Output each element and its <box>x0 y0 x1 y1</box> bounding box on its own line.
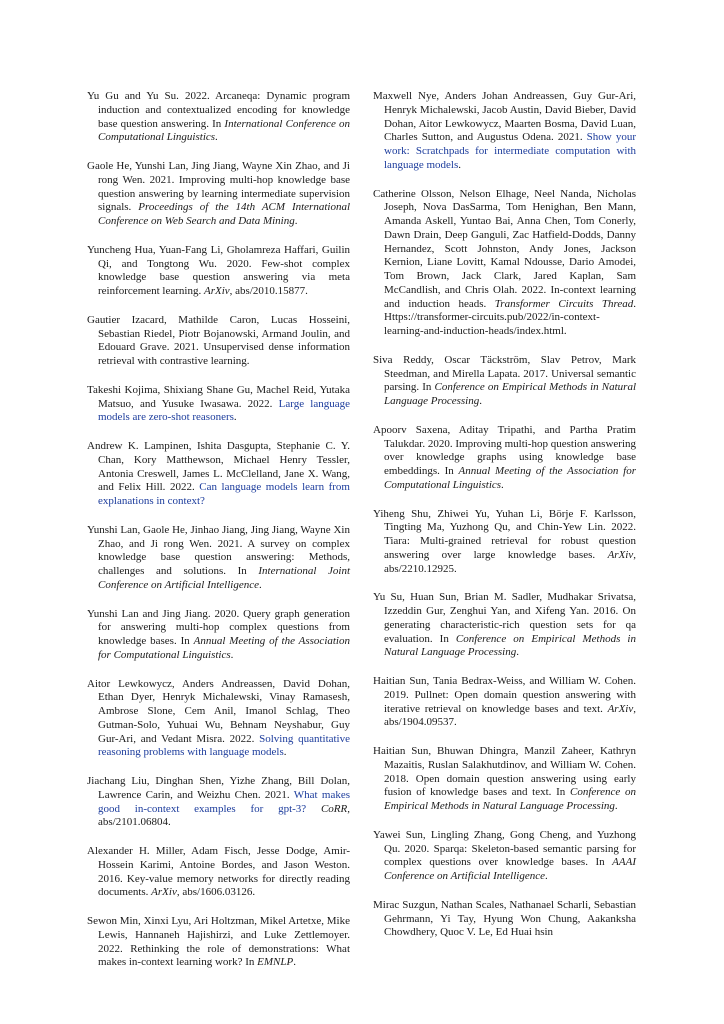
reference-venue: International Conference on Computational Linguistics <box>98 117 350 144</box>
reference-text: Gaole He, Yunshi Lan, Jing Jiang, Wayne Xin Zhao, and Ji rong Wen. 2021. Improving multi-hop knowledge base question answering by learning intermediate supervision signals. <box>87 160 350 214</box>
reference-text: Yu Su, Huan Sun, Brian M. Sadler, Mudhakar Srivatsa, Izzeddin Gur, Zenghui Yan, and Xifeng Yan. 2016. On generating characteristic-rich question sets for qa evaluation. In <box>373 591 636 645</box>
reference-entry <box>373 354 636 409</box>
reference-text <box>306 803 321 815</box>
reference-text: . Https://transformer-circuits.pub/2022/in-context-learning-and-induction-heads/index.html. <box>384 297 636 337</box>
reference-text: Haitian Sun, Bhuwan Dhingra, Manzil Zaheer, Kathryn Mazaitis, Ruslan Salakhutdinov, and William W. Cohen. 2018. Open domain question answering using early fusion of knowledge bases and text. In <box>373 745 636 799</box>
reference-entry <box>373 508 636 577</box>
reference-entry <box>87 384 350 425</box>
reference-venue: Annual Meeting of the Association for Computational Linguistics <box>384 465 636 491</box>
reference-venue: ArXiv <box>607 702 634 715</box>
reference-entry <box>373 188 636 339</box>
reference-text: Takeshi Kojima, Shixiang Shane Gu, Machel Reid, Yutaka Matsuo, and Yusuke Iwasawa. 2022. <box>87 383 350 410</box>
reference-text: , abs/2210.12925. <box>384 548 636 575</box>
reference-text: . <box>294 215 298 227</box>
reference-entry <box>87 775 350 830</box>
reference-entry <box>373 745 636 814</box>
reference-link[interactable]: What makes good in-context examples for gpt-3? <box>98 788 350 815</box>
reference-venue: ArXiv <box>151 886 177 899</box>
reference-text: Apoorv Saxena, Aditay Tripathi, and Partha Pratim Talukdar. 2020. Improving multi-hop question answering over knowledge graphs using knowledge base embeddings. In <box>373 423 636 477</box>
reference-entry <box>373 90 636 173</box>
reference-entry <box>87 244 350 299</box>
reference-text: . <box>258 578 262 591</box>
reference-venue: International Joint Conference on Artificial Intelligence <box>98 565 351 591</box>
reference-venue: Conference on Empirical Methods in Natural Language Processing <box>384 632 636 659</box>
reference-text: Sewon Min, Xinxi Lyu, Ari Holtzman, Mikel Artetxe, Mike Lewis, Hannaneh Hajishirzi, and Luke Zettlemoyer. 2022. Rethinking the role of demonstrations: What makes in-context learning work? In <box>87 915 350 969</box>
reference-text: Yawei Sun, Lingling Zhang, Gong Cheng, and Yuzhong Qu. 2020. Sparqa: Skeleton-based semantic parsing for complex questions over knowledge bases. In <box>373 828 636 869</box>
reference-text: Yunshi Lan, Gaole He, Jinhao Jiang, Jing Jiang, Wayne Xin Zhao, and Ji rong Wen. 2021. A survey on complex knowledge base question answering: Methods, challenges and solutions. In <box>87 523 350 577</box>
reference-text: , abs/2010.15877. <box>229 285 308 297</box>
reference-text: , abs/2101.06804. <box>98 802 350 829</box>
reference-link[interactable]: Solving quantitative reasoning problems with language models <box>98 732 350 759</box>
reference-text: Mirac Suzgun, Nathan Scales, Nathanael Scharli, Sebastian Gehrmann, Yi Tay, Hyung Won Chung, Aakanksha Chowdhery, Quoc V. Le, Ed Huai hsin <box>373 898 636 939</box>
reference-text: . <box>544 870 548 882</box>
reference-venue: CoRR <box>320 802 348 815</box>
reference-entry <box>87 440 350 509</box>
reference-text: Maxwell Nye, Anders Johan Andreassen, Guy Gur-Ari, Henryk Michalewski, Jacob Austin, David Bieber, David Dohan, Aitor Lewkowycz, Maarten Bosma, David Luan, Charles Sutton, and Augustus Odena. 2021. <box>373 90 636 144</box>
reference-text: Yu Gu and Yu Su. 2022. Arcaneqa: Dynamic program induction and contextualized encoding for knowledge base question answering. In <box>87 90 350 130</box>
reference-text: . <box>614 800 618 812</box>
references-left-column <box>87 90 350 985</box>
reference-entry <box>373 899 636 940</box>
reference-entry <box>87 160 350 229</box>
reference-entry <box>87 524 350 593</box>
reference-text: Catherine Olsson, Nelson Elhage, Neel Nanda, Nicholas Joseph, Nova DasSarma, Tom Henighan, Ben Mann, Amanda Askell, Yuntao Bai, Anna Chen, Tom Conerly, Dawn Drain, Deep Ganguli, Zac Hatfield-Dodds, Danny Hernandez, Scott Johnston, Andy Jones, Jackson Kernion, Liane Lovitt, Kamal Ndousse, Dario Amodei, Tom Brown, Jack Clark, Jared Kaplan, Sam McCandlish, and Chris Olah. 2022. In-context learning and induction heads. <box>373 187 636 310</box>
reference-venue: Conference on Empirical Methods in Natural Language Processing <box>384 381 636 407</box>
reference-entry <box>87 915 350 970</box>
reference-venue: Conference on Empirical Methods in Natural Language Processing <box>384 786 637 812</box>
reference-text: Haitian Sun, Tania Bedrax-Weiss, and William W. Cohen. 2019. Pullnet: Open domain question answering with iterative retrieval on knowledge bases and text. <box>373 675 636 715</box>
reference-text: . <box>233 411 237 424</box>
reference-text: . <box>501 478 504 491</box>
reference-text: Gautier Izacard, Mathilde Caron, Lucas Hosseini, Sebastian Riedel, Piotr Bojanowski, Armand Joulin, and Edouard Grave. 2021. Unsupervised dense information retrieval with contrastive learning. <box>87 313 350 367</box>
reference-text: . <box>230 648 234 661</box>
reference-text: Aitor Lewkowycz, Anders Andreassen, David Dohan, Ethan Dyer, Henryk Michalewski, Vinay Ramasesh, Ambrose Slone, Cem Anil, Imanol Schlag, Theo Gutman-Solo, Yuhuai Wu, Behnam Neyshabur, Guy Gur-Ari, and Vedant Misra. 2022. <box>87 677 350 745</box>
reference-text: Alexander H. Miller, Adam Fisch, Jesse Dodge, Amir-Hossein Karimi, Antoine Bordes, and Jason Weston. 2016. Key-value memory networks for directly reading documents. <box>87 845 350 899</box>
reference-entry <box>373 829 636 884</box>
reference-text: . <box>479 395 482 407</box>
reference-text: Yuncheng Hua, Yuan-Fang Li, Gholamreza Haffari, Guilin Qi, and Tongtong Wu. 2020. Few-shot complex knowledge base question answering via meta reinforcement learning. <box>87 243 350 297</box>
reference-entry <box>87 678 350 761</box>
reference-text: . <box>458 158 461 171</box>
reference-text: , abs/1904.09537. <box>384 702 636 729</box>
reference-venue: Transformer Circuits Thread <box>494 297 634 310</box>
reference-entry <box>87 314 350 369</box>
reference-venue: ArXiv <box>607 548 634 561</box>
reference-venue: Proceedings of the 14th ACM International Conference on Web Search and Data Mining <box>98 201 351 227</box>
reference-text: Siva Reddy, Oscar Täckström, Slav Petrov, Mark Steedman, and Mirella Lapata. 2017. Universal semantic parsing. In <box>373 353 636 394</box>
reference-entry <box>373 424 636 493</box>
reference-text: Andrew K. Lampinen, Ishita Dasgupta, Stephanie C. Y. Chan, Kory Matthewson, Michael Henry Tessler, Antonia Creswell, James L. McClelland, Jane X. Wang, and Felix Hill. 2022. <box>87 440 350 494</box>
reference-venue: Annual Meeting of the Association for Computational Linguistics <box>98 635 350 661</box>
reference-text: , abs/1606.03126. <box>176 886 256 899</box>
reference-venue: ArXiv <box>203 285 230 297</box>
reference-text: Yunshi Lan and Jing Jiang. 2020. Query graph generation for answering multi-hop complex questions from knowledge bases. In <box>87 607 350 647</box>
reference-entry <box>373 591 636 660</box>
references-right-column <box>373 90 636 955</box>
reference-venue: AAAI Conference on Artificial Intelligence <box>384 856 636 882</box>
reference-text: . <box>283 746 287 759</box>
reference-text: Yiheng Shu, Zhiwei Yu, Yuhan Li, Börje F. Karlsson, Tingting Ma, Yuzhong Qu, and Chin-Yew Lin. 2022. Tiara: Multi-grained retrieval for robust question answering over large knowledge bases. <box>373 507 636 561</box>
reference-entry <box>373 675 636 730</box>
reference-text: . <box>293 956 296 969</box>
reference-entry <box>87 608 350 663</box>
reference-entry <box>87 90 350 145</box>
reference-text: Jiachang Liu, Dinghan Shen, Yizhe Zhang, Bill Dolan, Lawrence Carin, and Weizhu Chen. 2021. <box>87 775 350 801</box>
reference-link[interactable]: Can language models learn from explanations in context? <box>98 481 350 507</box>
reference-link[interactable]: Large language models are zero-shot reasoners <box>98 397 351 424</box>
reference-link[interactable]: Show your work: Scratchpads for intermediate computation with language models <box>384 131 636 171</box>
reference-entry <box>87 845 350 900</box>
reference-venue: EMNLP <box>257 956 294 969</box>
reference-text: . <box>215 131 218 144</box>
reference-text: . <box>516 646 519 659</box>
